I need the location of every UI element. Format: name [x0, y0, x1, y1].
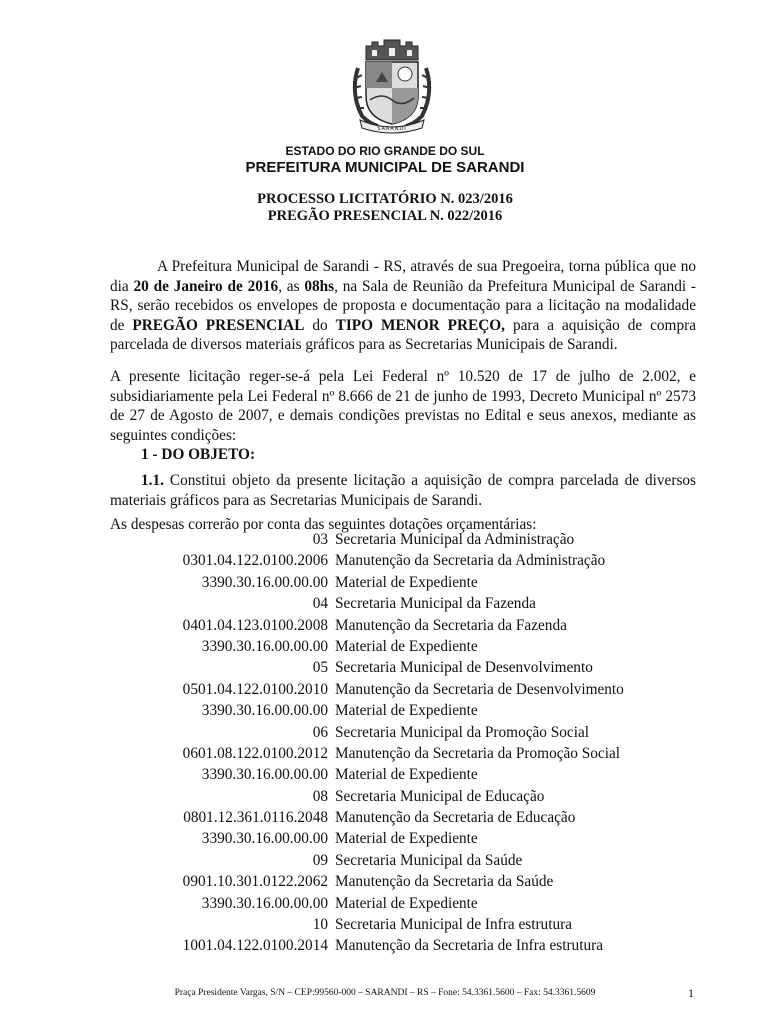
intro-text-3: , na Sala de Reunião da Prefeitura Municipal de Sarandi - RS, serão recebidos os envelopes de proposta e documentação para a licitação na modalidade de	[110, 277, 697, 334]
budget-desc: Secretaria Municipal de Educação	[335, 787, 545, 805]
budget-desc: Material de Expediente	[335, 766, 478, 784]
budget-desc: Manutenção da Secretaria da Saúde	[335, 873, 554, 891]
budget-row	[110, 551, 700, 572]
budget-code: 0501.04.122.0100.2010	[182, 680, 328, 698]
modality: PREGÃO PRESENCIAL	[132, 316, 305, 334]
budget-allocations	[110, 530, 700, 958]
process-number: PROCESSO LICITATÓRIO N. 023/2016	[257, 191, 513, 207]
intro-text-1: A Prefeitura Municipal de Sarandi - RS, através de sua Pregoeira, torna pública que no dia	[110, 258, 696, 295]
budget-desc: Secretaria Municipal da Saúde	[335, 851, 523, 869]
budget-row	[110, 723, 700, 744]
budget-row	[110, 787, 700, 808]
auction-number: PREGÃO PRESENCIAL N. 022/2016	[267, 208, 503, 224]
intro-text-4: do	[304, 316, 336, 334]
section-object-heading: 1 - DO OBJETO:	[141, 446, 256, 463]
budget-code: 3390.30.16.00.00.00	[201, 766, 328, 784]
object-text: Constitui objeto da presente licitação a aquisição de compra parcelada de diversos materiais gráficos para as Secretarias Municipais de Sarandi.	[110, 472, 696, 509]
budget-code: 3390.30.16.00.00.00	[201, 573, 328, 591]
budget-desc: Material de Expediente	[335, 894, 478, 912]
budget-desc: Material de Expediente	[335, 702, 478, 720]
legal-basis-paragraph: A presente licitação reger-se-á pela Lei Federal nº 10.520 de 17 de julho de 2.002, e subsidiariamente pela Lei Federal nº 8.666 de 21 de junho de 1993, Decreto Municipal nº 2573 de 27 de Agosto de 2007, e demais condições previstas no Edital e seus anexos, mediante as seguintes condições:	[110, 368, 696, 444]
object-paragraph	[110, 471, 696, 510]
budget-desc: Secretaria Municipal da Fazenda	[335, 595, 536, 613]
budget-desc: Material de Expediente	[335, 573, 478, 591]
budget-desc: Material de Expediente	[335, 637, 478, 655]
municipal-coat-of-arms	[348, 38, 436, 136]
clause-number: 1.1.	[141, 472, 164, 489]
budget-code: 0801.12.361.0116.2048	[183, 809, 328, 827]
budget-row	[110, 680, 700, 701]
footer-address: Praça Presidente Vargas, S/N – CEP:99560-000 – SARANDI – RS – Fone: 54.3361.5600 – Fax: 54.3361.5609	[174, 988, 596, 998]
budget-code: 08	[312, 787, 328, 805]
state-heading: ESTADO DO RIO GRANDE DO SUL	[285, 144, 485, 158]
budget-row	[110, 829, 700, 850]
budget-row	[110, 851, 700, 872]
budget-row	[110, 872, 700, 893]
price-type: TIPO MENOR PREÇO,	[335, 316, 505, 334]
budget-row	[110, 808, 700, 829]
budget-row	[110, 936, 700, 957]
auction-time: 08hs	[304, 277, 335, 295]
budget-desc: Secretaria Municipal da Promoção Social	[335, 723, 590, 741]
expenses-intro: As despesas correrão por conta das seguintes dotações orçamentárias:	[110, 516, 537, 533]
budget-desc: Secretaria Municipal da Administração	[335, 531, 575, 548]
budget-row	[110, 594, 700, 615]
budget-desc: Manutenção da Secretaria de Infra estrutura	[335, 937, 603, 955]
budget-desc: Manutenção da Secretaria da Promoção Social	[335, 744, 621, 762]
budget-desc: Manutenção da Secretaria de Desenvolvimento	[335, 680, 624, 698]
budget-code: 05	[312, 659, 328, 677]
budget-desc: Manutenção da Secretaria da Administração	[335, 552, 606, 570]
budget-code: 3390.30.16.00.00.00	[201, 702, 328, 720]
budget-code: 0401.04.123.0100.2008	[182, 616, 328, 634]
budget-code: 10	[312, 916, 328, 934]
budget-row	[110, 637, 700, 658]
budget-row	[110, 915, 700, 936]
budget-desc: Material de Expediente	[335, 830, 478, 848]
budget-row	[110, 701, 700, 722]
intro-text-5: para a aquisição de compra parcelada de diversos materiais gráficos para as Secretarias Municipais de Sarandi.	[110, 316, 696, 354]
budget-code: 09	[312, 851, 328, 869]
budget-desc: Secretaria Municipal de Desenvolvimento	[335, 659, 593, 677]
budget-row	[110, 658, 700, 679]
budget-code: 0601.08.122.0100.2012	[182, 744, 328, 762]
budget-row	[110, 894, 700, 915]
auction-date: 20 de Janeiro de 2016	[133, 277, 279, 295]
budget-code: 0301.04.122.0100.2006	[182, 552, 328, 570]
budget-desc: Manutenção da Secretaria de Educação	[335, 809, 576, 827]
prefecture-heading: PREFEITURA MUNICIPAL DE SARANDI	[245, 159, 525, 176]
budget-desc: Manutenção da Secretaria da Fazenda	[335, 616, 567, 634]
budget-row	[110, 765, 700, 786]
budget-desc: Secretaria Municipal de Infra estrutura	[335, 916, 572, 934]
intro-text-2: , as	[278, 277, 305, 295]
budget-code: 1001.04.122.0100.2014	[182, 937, 328, 955]
budget-row	[110, 744, 700, 765]
budget-code: 3390.30.16.00.00.00	[201, 894, 328, 912]
budget-code: 3390.30.16.00.00.00	[201, 637, 328, 655]
budget-code: 0901.10.301.0122.2062	[182, 873, 328, 891]
budget-row	[110, 573, 700, 594]
budget-code: 06	[312, 723, 328, 741]
intro-paragraph	[110, 257, 696, 355]
budget-row	[110, 616, 700, 637]
crest-ribbon-text: SARANDI	[377, 126, 407, 132]
budget-row	[110, 530, 700, 551]
budget-code: 03	[312, 531, 328, 548]
budget-code: 3390.30.16.00.00.00	[201, 830, 328, 848]
budget-code: 04	[312, 595, 328, 613]
page-number: 1	[688, 986, 694, 1000]
